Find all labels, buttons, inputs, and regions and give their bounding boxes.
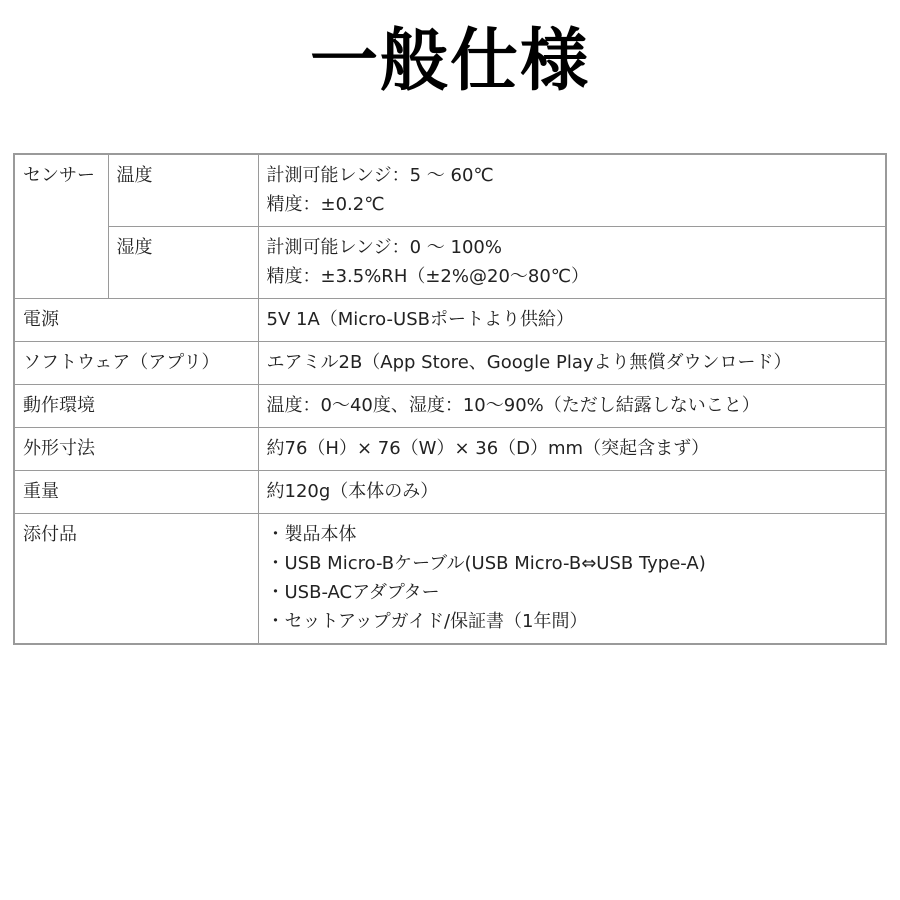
spec-table (13, 153, 887, 645)
row-value: 約120g（本体のみ） (258, 471, 886, 514)
row-value: 5V 1A（Micro-USBポートより供給） (258, 299, 886, 342)
row-label: ソフトウェア（アプリ） (14, 342, 258, 385)
sensor-label: センサー (14, 154, 108, 299)
table-row (14, 471, 886, 514)
accessories-label: 添付品 (14, 514, 258, 645)
page-title: 一般仕様 (309, 22, 590, 101)
humidity-accuracy: 精度：±3.5%RH（±2%@20～80℃） (266, 266, 590, 287)
accessories-value (258, 514, 886, 645)
humidity-range: 計測可能レンジ：0 ～ 100% (266, 237, 502, 258)
row-label: 重量 (14, 471, 258, 514)
row-label: 電源 (14, 299, 258, 342)
temperature-value (258, 154, 886, 227)
row-label: 動作環境 (14, 385, 258, 428)
list-item: ・USB Micro-Bケーブル(USB Micro-B⇔USB Type-A) (266, 553, 706, 574)
table-row (14, 428, 886, 471)
table-row (14, 514, 886, 645)
table-row (14, 227, 886, 299)
row-label: 外形寸法 (14, 428, 258, 471)
humidity-value (258, 227, 886, 299)
table-row (14, 385, 886, 428)
row-value: 温度：0～40度、湿度：10～90%（ただし結露しないこと） (258, 385, 886, 428)
table-row (14, 342, 886, 385)
row-value: 約76（H）× 76（W）× 36（D）mm（突起含まず） (258, 428, 886, 471)
list-item: ・USB-ACアダプター (266, 582, 440, 603)
temperature-label: 温度 (108, 154, 258, 227)
table-row (14, 299, 886, 342)
humidity-label: 湿度 (108, 227, 258, 299)
row-value: エアミル2B（App Store、Google Playより無償ダウンロード） (258, 342, 886, 385)
temperature-accuracy: 精度：±0.2℃ (266, 194, 385, 215)
list-item: ・製品本体 (266, 524, 357, 545)
table-row (14, 154, 886, 227)
temperature-range: 計測可能レンジ：5 ～ 60℃ (266, 165, 494, 186)
list-item: ・セットアップガイド/保証書（1年間） (266, 611, 588, 632)
